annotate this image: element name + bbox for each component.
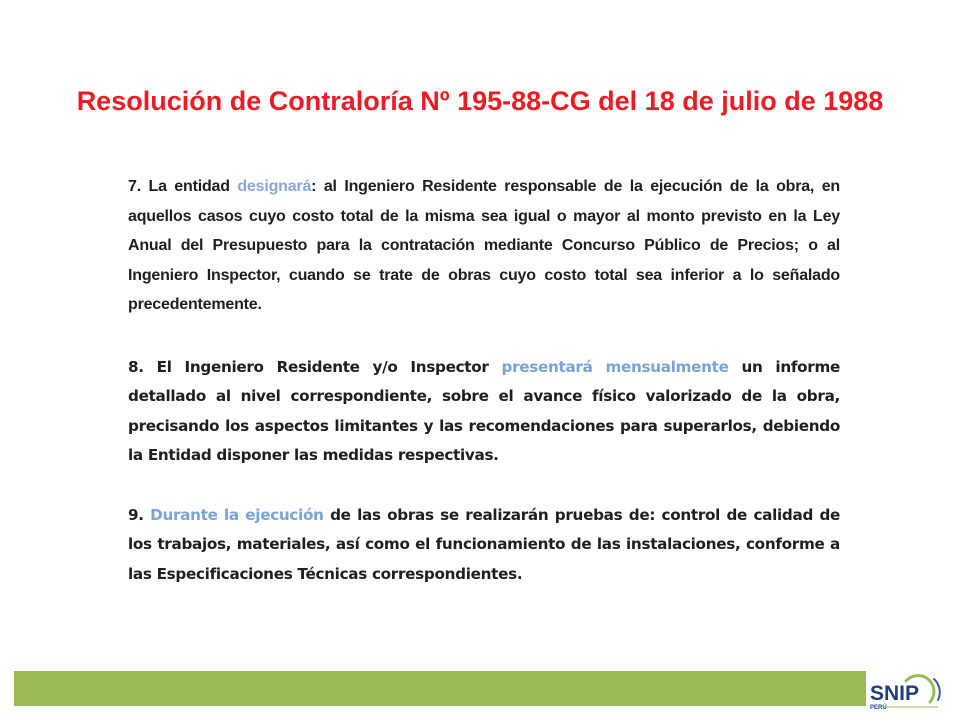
paragraph-8 bbox=[128, 353, 840, 471]
snip-logo-icon bbox=[868, 672, 952, 712]
paragraph-7-lead: 7. La entidad bbox=[128, 178, 238, 195]
paragraph-7-highlight: designará bbox=[237, 178, 312, 195]
paragraph-9 bbox=[128, 501, 840, 590]
paragraph-8-rest: un informe detallado al nivel correspondiente, sobre el avance físico valorizado de la obra, precisando los aspectos limitantes y las recomendaciones para superarlos, debiendo la Entidad disponer las medidas respectivas. bbox=[128, 357, 840, 464]
snip-logo-text: SNIP bbox=[870, 682, 920, 705]
paragraph-8-lead: 8. El Ingeniero Residente y/o Inspector bbox=[128, 357, 502, 376]
paragraph-9-rest: de las obras se realizarán pruebas de: control de calidad de los trabajos, materiales, así como el funcionamiento de las instalaciones, conforme a las Especificaciones Técnicas correspondientes. bbox=[128, 505, 841, 583]
footer-bar bbox=[14, 671, 866, 706]
paragraph-9-highlight: Durante la ejecución bbox=[150, 505, 324, 524]
slide-title: Resolución de Contraloría Nº 195-88-CG del 18 de julio de 1988 bbox=[76, 86, 884, 116]
paragraph-7 bbox=[128, 172, 840, 320]
slide-body bbox=[128, 172, 840, 589]
paragraph-9-lead: 9. bbox=[128, 505, 151, 524]
snip-logo-subtext: PERÚ bbox=[870, 705, 887, 711]
paragraph-7-rest: : al Ingeniero Residente responsable de la ejecución de la obra, en aquellos casos cuyo costo total de la misma sea igual o mayor al monto previsto en la Ley Anual del Presupuesto para la contratación mediante Concurso Público de Precios; o al Ingeniero Inspector, cuando se trate de obras cuyo costo total sea inferior a lo señalado precedentemente. bbox=[128, 178, 841, 313]
paragraph-8-highlight: presentará mensualmente bbox=[501, 357, 729, 376]
